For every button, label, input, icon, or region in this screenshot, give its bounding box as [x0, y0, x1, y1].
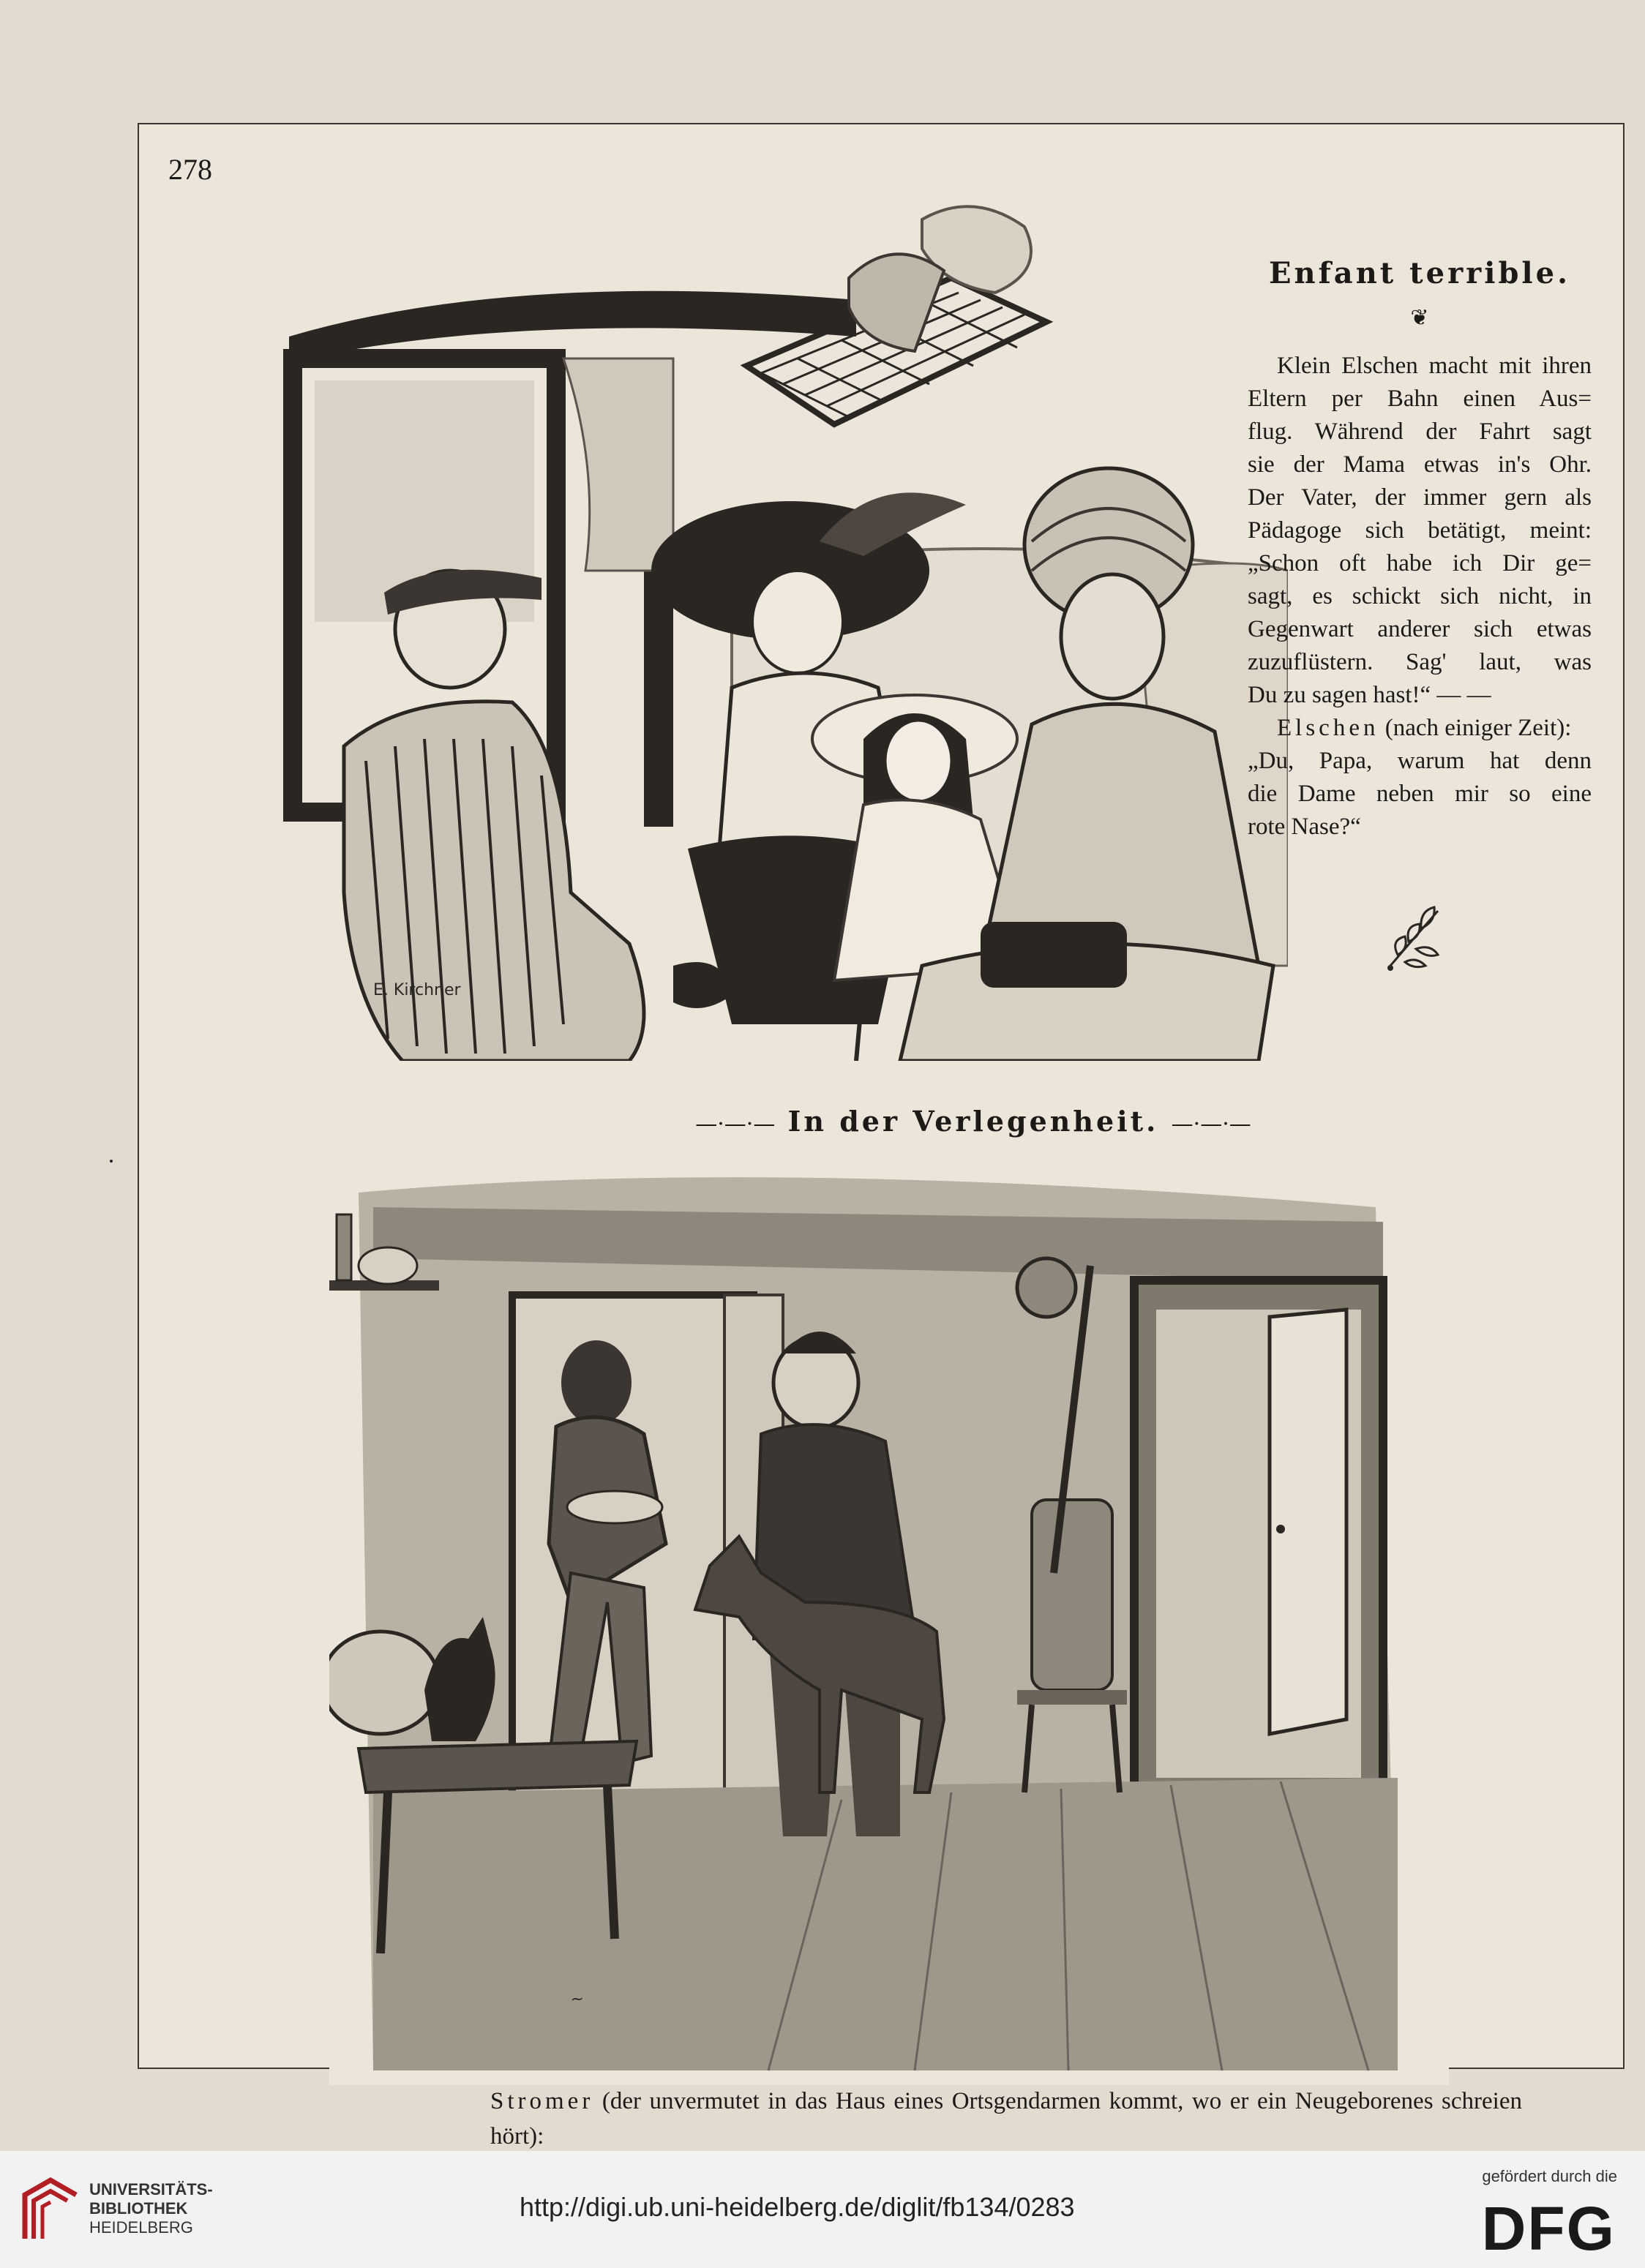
article-title-verlegenheit: In der Verlegenheit.	[787, 1105, 1159, 1138]
paper-speck	[110, 1160, 113, 1163]
text-line: Pädagoge sich betätigt, meint:	[1248, 517, 1592, 544]
permalink-url[interactable]: http://digi.ub.uni-heidelberg.de/diglit/fb134/0283	[520, 2192, 1075, 2222]
ornament-rule-left: —·—·—	[695, 1111, 776, 1137]
article-title-enfant-terrible: Enfant terrible.	[1269, 256, 1570, 290]
speaker-name: Elschen	[1277, 715, 1379, 741]
text-line: sie der Mama etwas in's Ohr.	[1248, 451, 1592, 478]
text-line: zuzuflüstern. Sag' laut, was	[1248, 649, 1592, 675]
ornament-rule-right: —·—·—	[1171, 1111, 1251, 1137]
funding-note: gefördert durch die	[1482, 2167, 1617, 2185]
speaker-note: (nach einiger Zeit):	[1379, 715, 1572, 741]
illustration-train-compartment	[220, 161, 1288, 1061]
svg-text:~: ~	[569, 1989, 585, 2009]
text-line: Eltern per Bahn einen Aus=	[1248, 386, 1592, 412]
text-line: „Du, Papa, warum hat denn	[1248, 748, 1592, 774]
caption-text: (der unvermutet in das Haus eines Ortsgendarmen kommt, wo er ein Neugeborenes schreien hört):	[490, 2088, 1522, 2149]
illustration-signature-kirchner: E. Kirchner	[373, 981, 461, 999]
train-scene-drawing	[220, 161, 1288, 1061]
page-number: 278	[168, 153, 212, 186]
text-line: die Dame neben mir so eine	[1248, 781, 1592, 807]
caption-line-1	[249, 2084, 1522, 2154]
speaker-name: Stromer	[490, 2088, 594, 2114]
text-line: „Schon oft habe ich Dir ge=	[1248, 550, 1592, 577]
dfg-logo[interactable]: DFG	[1481, 2194, 1616, 2263]
magazine-page	[138, 123, 1625, 2149]
library-name-line3: HEIDELBERG	[89, 2218, 193, 2237]
text-line: Klein Elschen macht mit ihren	[1277, 353, 1592, 379]
library-name-line2: BIBLIOTHEK	[89, 2199, 188, 2218]
ub-heidelberg-logo-icon[interactable]	[18, 2173, 83, 2246]
text-line: sagt, es schickt sich nicht, in	[1248, 583, 1592, 609]
leaf-ornament-icon	[1376, 896, 1456, 977]
ornament-icon: ❦	[1410, 305, 1429, 331]
article-title-verlegenheit-row	[607, 1105, 1339, 1138]
text-line: Gegenwart anderer sich etwas	[1248, 616, 1592, 642]
text-line: Der Vater, der immer gern als	[1248, 484, 1592, 511]
text-line: rote Nase?“	[1248, 814, 1361, 840]
library-name[interactable]	[89, 2180, 213, 2237]
library-name-line1: UNIVERSITÄTS-	[89, 2180, 213, 2198]
text-line: flug. Während der Fahrt sagt	[1248, 418, 1592, 445]
article-body	[1248, 350, 1592, 844]
footer-bar	[0, 2151, 1645, 2268]
illustration-gendarme-room	[329, 1163, 1449, 2085]
speaker-line	[1248, 712, 1592, 745]
article-enfant-terrible	[1248, 256, 1592, 844]
room-scene-drawing	[329, 1163, 1449, 2085]
text-line: Du zu sagen hast!“ — —	[1248, 682, 1491, 708]
